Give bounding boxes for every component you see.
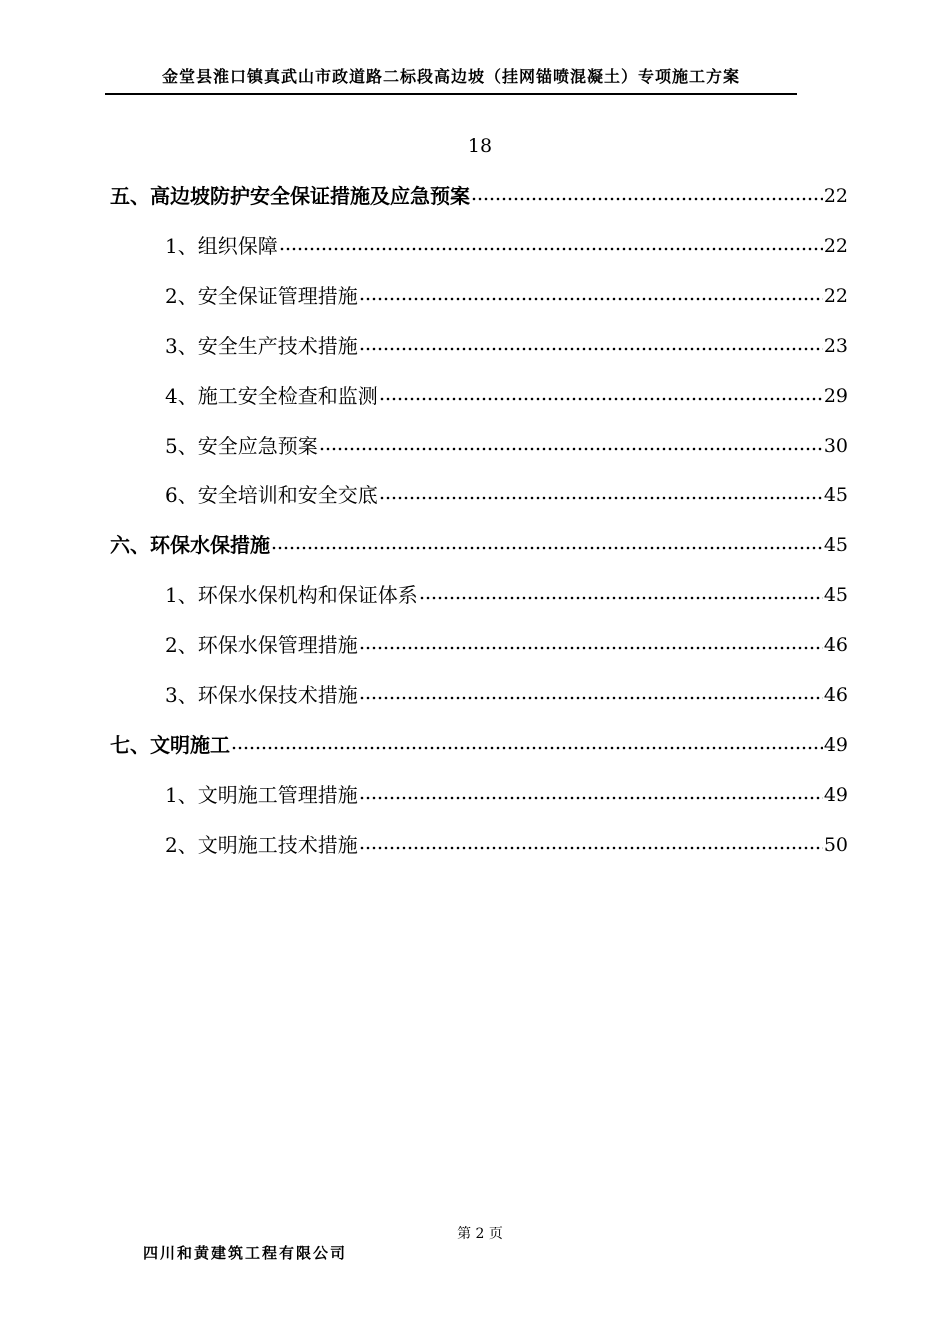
toc-entry-title: 2、文明施工技术措施: [165, 832, 358, 857]
toc-entry[interactable]: [165, 278, 848, 310]
toc-entry[interactable]: [110, 178, 848, 210]
toc-dot-leader: [471, 182, 823, 210]
toc-entry-page: 29: [823, 384, 848, 407]
toc-dot-leader: [379, 382, 823, 410]
header-rule: [105, 93, 797, 95]
toc-entry[interactable]: [165, 378, 848, 410]
toc-entry-page: 22: [823, 284, 848, 307]
toc-dot-leader: [319, 432, 823, 460]
toc-dot-leader: [359, 282, 823, 310]
toc-entry-page: 45: [823, 484, 848, 507]
toc-entry[interactable]: [165, 677, 848, 709]
toc-entry[interactable]: [165, 328, 848, 360]
toc-entry-title: 2、安全保证管理措施: [165, 283, 358, 308]
page-header-title: 金堂县淮口镇真武山市政道路二标段高边坡（挂网锚喷混凝土）专项施工方案: [161, 67, 740, 86]
toc-entry-page: 46: [823, 684, 848, 706]
toc-entry[interactable]: [110, 727, 848, 759]
toc-entry-title: 1、组织保障: [165, 233, 278, 258]
toc-entry[interactable]: [165, 228, 848, 260]
toc-entry-title: 4、施工安全检查和监测: [165, 383, 378, 408]
toc-entry-title: 3、安全生产技术措施: [165, 333, 358, 358]
toc-entry-page: 30: [823, 434, 848, 457]
toc-entry[interactable]: [110, 527, 848, 559]
toc-entry-title: 6、安全培训和安全交底: [165, 483, 378, 508]
toc-entry-title: 3、环保水保技术措施: [165, 683, 358, 707]
toc-dot-leader: [359, 332, 823, 360]
toc-entry-page: 22: [823, 234, 848, 257]
toc-entry-title: 五、高边坡防护安全保证措施及应急预案: [110, 184, 470, 208]
toc-dot-leader: [359, 631, 823, 659]
toc-entry-page: 49: [823, 733, 848, 756]
toc-entry-page: 49: [823, 783, 848, 806]
toc-entry-title: 2、环保水保管理措施: [165, 633, 358, 658]
toc-dot-leader: [359, 831, 823, 859]
continued-page-number: 18: [467, 135, 493, 157]
toc-entry[interactable]: [165, 827, 848, 859]
toc-dot-leader: [359, 781, 823, 809]
toc-entry-page: 45: [823, 584, 848, 607]
toc-dot-leader: [379, 481, 823, 509]
toc-entry-page: 23: [823, 334, 848, 357]
toc-entry-page: 22: [823, 185, 848, 207]
toc-entry[interactable]: [165, 627, 848, 659]
toc-entry[interactable]: [165, 428, 848, 460]
toc-entry-page: 50: [823, 833, 848, 856]
page-footer-number: 第 2 页: [457, 1226, 503, 1242]
toc-dot-leader: [419, 581, 823, 609]
toc-dot-leader: [231, 731, 823, 759]
toc-entry-page: 46: [823, 634, 848, 657]
toc-entry[interactable]: [165, 477, 848, 509]
toc-entry-title: 1、文明施工管理措施: [165, 782, 358, 807]
toc-dot-leader: [279, 232, 823, 260]
toc-entry-title: 5、安全应急预案: [165, 433, 318, 458]
toc-entry[interactable]: [165, 577, 848, 609]
toc-dot-leader: [271, 531, 823, 559]
toc-dot-leader: [359, 681, 823, 709]
toc-entry-page: 45: [823, 534, 848, 557]
toc-entry-title: 七、文明施工: [110, 732, 230, 757]
toc-entry-title: 1、环保水保机构和保证体系: [165, 583, 418, 608]
toc-entry[interactable]: [165, 777, 848, 809]
company-name: 四川和黄建筑工程有限公司: [143, 1244, 348, 1262]
toc-entry-title: 六、环保水保措施: [110, 533, 270, 558]
